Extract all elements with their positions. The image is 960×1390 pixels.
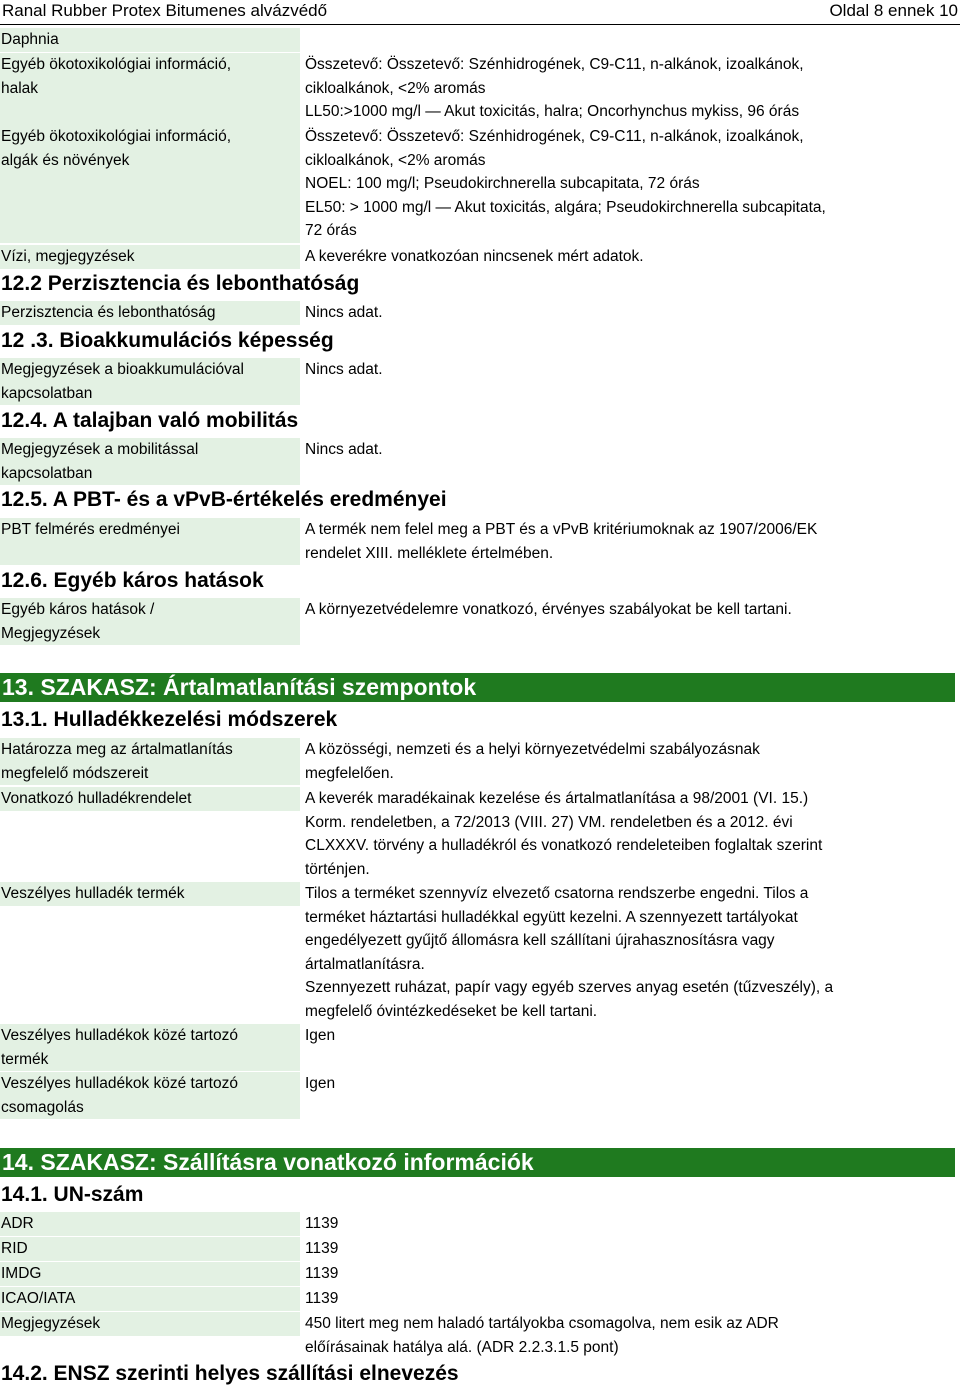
waste-regulation-label: Vonatkozó hulladékrendelet — [0, 787, 300, 811]
algae-value: Összetevő: Összetevő: Szénhidrogének, C9-C11, n-alkánok, izoalkánok, cikloalkánok, <2% aromás NOEL: 100 mg/l; Pseudokirchnerella subcapitata, 72 órás EL50: > 1000 mg/l — Akut toxicitás, algára; Pseudokirchnerella subcapitata, 72 órás — [305, 128, 826, 239]
pbt-label: PBT felmérés eredményei — [0, 518, 300, 565]
hazardous-waste-value: Tilos a terméket szennyvíz elvezető csatorna rendszerbe engedni. Tilos a terméket háztartási hulladékkal együtt kezelni. A szennyezett tartályokat engedélyezett gyűjtő állomásra kell szállítani újrahasznosításra vagy ártalmatlanításra. Szennyezett ruházat, papír vagy egyéb szerves anyag esetén (tűzveszély), a megfelelő óvintézkedéseket be kell tartani. — [305, 885, 834, 1020]
un-row-adr — [0, 1212, 955, 1236]
waste-regulation-row — [0, 787, 955, 881]
un-row-imdg — [0, 1262, 955, 1286]
section-13-banner: 13. SZAKASZ: Ártalmatlanítási szempontok — [0, 673, 955, 702]
other-effects-label: Egyéb káros hatások / Megjegyzések — [0, 598, 300, 645]
hazardous-product-value: Igen — [305, 1027, 336, 1044]
hazardous-waste-label: Veszélyes hulladék termék — [0, 882, 300, 906]
un-label-rid: RID — [0, 1237, 300, 1261]
un-row-icao — [0, 1287, 955, 1311]
section-14-banner: 14. SZAKASZ: Szállításra vonatkozó információk — [0, 1148, 955, 1177]
pbt-value: A termék nem felel meg a PBT és a vPvB kritériumoknak az 1907/2006/EK rendelet XIII. melléklete értelmében. — [305, 521, 818, 562]
un-value-adr: 1139 — [305, 1215, 339, 1232]
fish-row — [0, 53, 955, 125]
water-row — [0, 245, 955, 269]
section-12-5-title: 12.5. A PBT- és a vPvB-értékelés eredményei — [1, 488, 447, 511]
pbt-row — [0, 518, 955, 565]
algae-label: Egyéb ökotoxikológiai információ, algák és növények — [0, 125, 300, 243]
mobility-row — [0, 438, 955, 485]
section-14-2-title: 14.2. ENSZ szerinti helyes szállítási elnevezés — [1, 1362, 459, 1385]
persistence-value: Nincs adat. — [305, 304, 383, 321]
daphnia-row — [0, 28, 955, 52]
water-value: A keverékre vonatkozóan nincsenek mért adatok. — [305, 248, 644, 265]
un-value-imdg: 1139 — [305, 1265, 339, 1282]
section-13-1-title: 13.1. Hulladékkezelési módszerek — [1, 708, 338, 731]
transport-note-value: 450 litert meg nem haladó tartályokba csomagolva, nem esik az ADR előírásainak hatálya alá. (ADR 2.2.3.1.5 pont) — [305, 1315, 779, 1356]
page-number: Oldal 8 ennek 10 — [829, 1, 958, 20]
section-12-3-title: 12 .3. Bioakkumulációs képesség — [1, 329, 334, 352]
daphnia-label: Daphnia — [0, 28, 300, 52]
bioaccumulation-label: Megjegyzések a bioakkumulációval kapcsolatban — [0, 358, 300, 405]
disposal-method-row — [0, 738, 955, 785]
other-effects-value: A környezetvédelemre vonatkozó, érvényes szabályokat be kell tartani. — [305, 601, 792, 618]
un-value-rid: 1139 — [305, 1240, 339, 1257]
other-effects-row — [0, 598, 955, 645]
un-value-icao: 1139 — [305, 1290, 339, 1307]
un-row-rid — [0, 1237, 955, 1261]
hazardous-packaging-row — [0, 1072, 955, 1119]
persistence-row — [0, 301, 955, 325]
mobility-label: Megjegyzések a mobilitással kapcsolatban — [0, 438, 300, 485]
water-label: Vízi, megjegyzések — [0, 245, 300, 269]
section-12-4-title: 12.4. A talajban való mobilitás — [1, 409, 299, 432]
mobility-value: Nincs adat. — [305, 441, 383, 458]
waste-regulation-value: A keverék maradékainak kezelése és ártalmatlanítása a 98/2001 (VI. 15.) Korm. rendeletben, a 72/2013 (VIII. 27) VM. rendeletben és a 2012. évi CLXXXV. törvény a hulladékról és vonatkozó rendeleteiben foglaltak szerint történjen. — [305, 790, 823, 878]
hazardous-packaging-label: Veszélyes hulladékok közé tartozó csomagolás — [0, 1072, 300, 1119]
hazardous-product-row — [0, 1024, 955, 1071]
disposal-method-label: Határozza meg az ártalmatlanítás megfelelő módszereit — [0, 738, 300, 785]
fish-value: Összetevő: Összetevő: Szénhidrogének, C9-C11, n-alkánok, izoalkánok, cikloalkánok, <2% aromás LL50:>1000 mg/l — Akut toxicitás, halra; Oncorhynchus mykiss, 96 órás — [305, 56, 804, 120]
bioaccumulation-row — [0, 358, 955, 405]
transport-note-row — [0, 1312, 955, 1359]
document-title: Ranal Rubber Protex Bitumenes alvázvédő — [2, 1, 328, 20]
page-header — [0, 0, 960, 25]
section-12-2-title: 12.2 Perzisztencia és lebonthatóság — [1, 272, 360, 295]
section-12-6-title: 12.6. Egyéb káros hatások — [1, 569, 264, 592]
persistence-label: Perzisztencia és lebonthatóság — [0, 301, 300, 325]
hazardous-packaging-value: Igen — [305, 1075, 336, 1092]
disposal-method-value: A közösségi, nemzeti és a helyi környezetvédelmi szabályozásnak megfelelően. — [305, 741, 760, 782]
section-14-1-title: 14.1. UN-szám — [1, 1183, 144, 1206]
un-label-icao: ICAO/IATA — [0, 1287, 300, 1311]
hazardous-waste-row — [0, 882, 955, 1023]
un-label-imdg: IMDG — [0, 1262, 300, 1286]
algae-row — [0, 125, 955, 243]
transport-note-label: Megjegyzések — [0, 1312, 300, 1336]
bioaccumulation-value: Nincs adat. — [305, 361, 383, 378]
un-label-adr: ADR — [0, 1212, 300, 1236]
fish-label: Egyéb ökotoxikológiai információ, halak — [0, 53, 300, 125]
hazardous-product-label: Veszélyes hulladékok közé tartozó termék — [0, 1024, 300, 1071]
